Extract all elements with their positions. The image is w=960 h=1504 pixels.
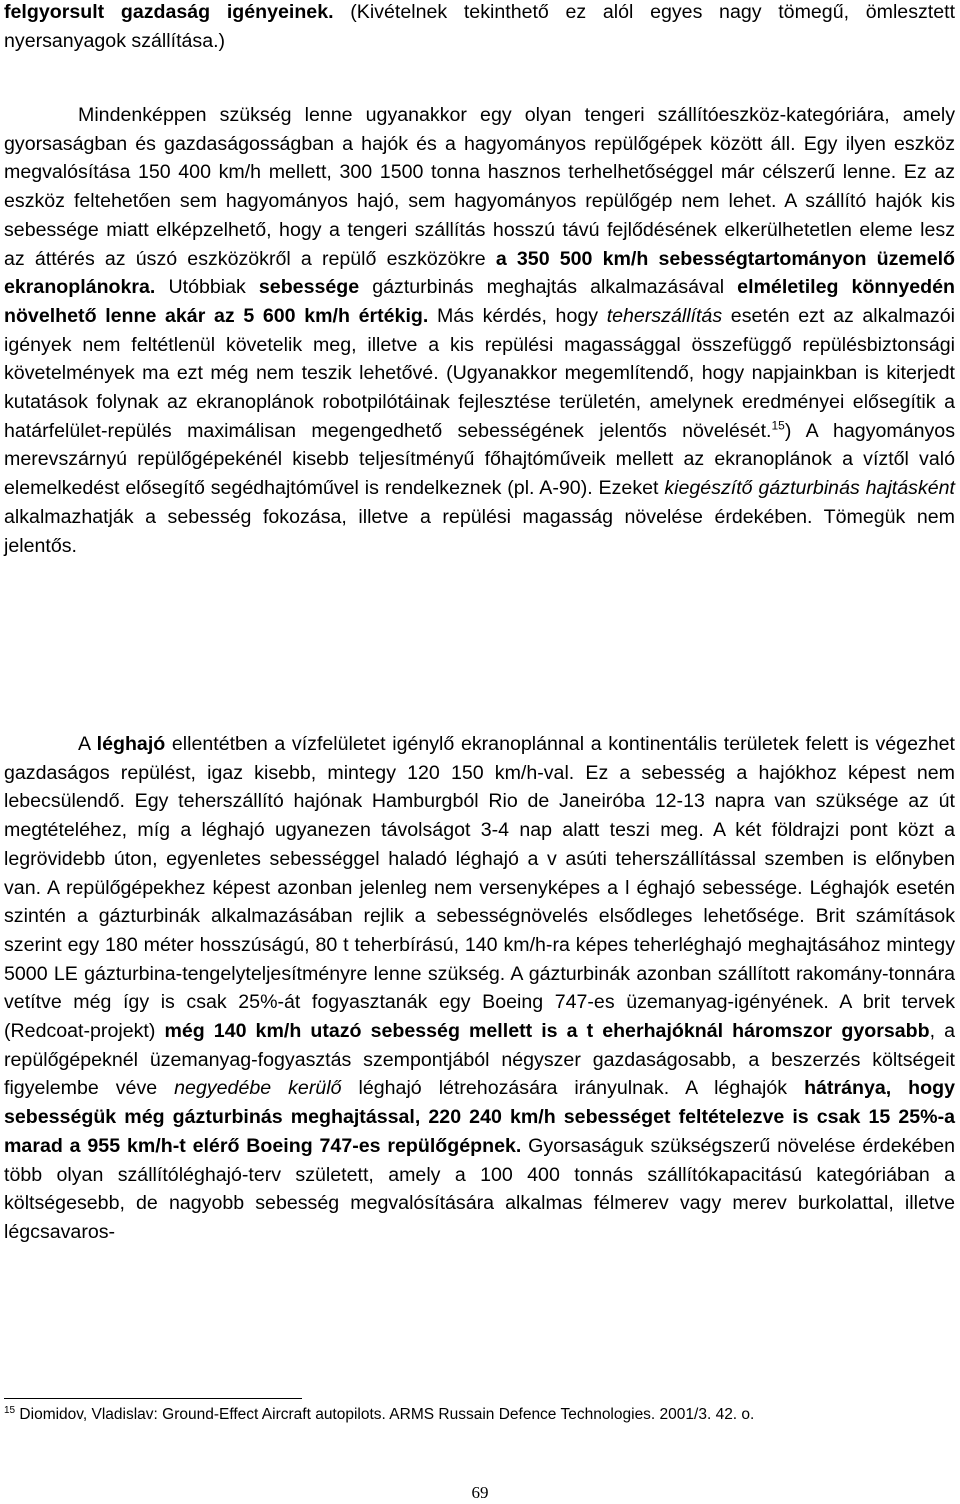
italic-text: kiegészítő gázturbinás hajtásként	[664, 477, 955, 500]
paragraph-airship	[4, 730, 955, 1247]
text-segment: (Kivételnek tekinthető ez alól egyes nagy tömegű, ömlesztett nyersanyagok szállítása.)	[4, 1, 956, 52]
italic-text: negyedébe kerülő	[174, 1077, 342, 1100]
text-segment: Gyorsaságuk szükségszerű növelése érdekében több olyan szállítóléghajó-terv született, amely a 100 400 tonnás szállítókapacitású kategóriában a költségesebb, de nagyobb sebesség megvalósítására alkalmas félmerev vagy merev burkolattal, illetve légcsavaros-	[4, 1134, 955, 1243]
bold-text: elméletileg könnyedén növelhető lenne akár az 5 600 km/h értékig.	[4, 276, 955, 327]
bold-text: még 140 km/h utazó sebesség mellett is a t eherhajóknál háromszor gyorsabb	[164, 1020, 930, 1043]
footnote	[4, 1403, 944, 1427]
text-segment: esetén ezt az alkalmazói igények nem feltétlenül követelik meg, illetve a kis repülési magassággal összefüggő repülésbiztonsági követelmények ma ezt még nem teszik lehetővé. (Ugyanakkor megemlítendő, hogy napjainkban is kiterjedt kutatások folynak az ekranoplánok robotpilótáinak fejlesztése területén, amelynek eredményei elősegítik a határfelület-repülés maximálisan megengedhető sebességének jelentős növelését.	[4, 304, 955, 442]
paragraph-continuation	[4, 0, 955, 55]
footnote-separator	[4, 1398, 302, 1399]
text-segment: léghajó létrehozására irányulnak. A léghajók	[341, 1077, 805, 1100]
bold-text: léghajó	[96, 733, 166, 755]
footnote-text: Diomidov, Vladislav: Ground-Effect Aircraft autopilots. ARMS Russain Defence Technologies. 2001/3. 42. o.	[15, 1406, 755, 1423]
italic-text: teherszállítás	[606, 304, 723, 327]
footnote-number: 15	[4, 1404, 16, 1416]
bold-text: sebessége	[258, 276, 360, 299]
text-segment: Utóbbiak	[155, 276, 259, 299]
text-segment: A	[78, 733, 97, 755]
bold-text: hátránya, hogy sebességük még gázturbinás meghajtással, 220 240 km/h sebességet feltételezve is csak 15 25%-a marad a 955 km/h-t elérő Boeing 747-es repülőgépnek.	[4, 1077, 955, 1157]
text-segment: alkalmazhatják a sebesség fokozása, illetve a repülési magasság növelése érdekében. Tömegük nem jelentős.	[4, 505, 955, 557]
text-segment: , a repülőgépeknél üzemanyag-fogyasztás szempontjából négyszer gazdaságosabb, a beszerzés költségeit figyelembe véve	[4, 1020, 955, 1100]
bold-text: felgyorsult gazdaság igényeinek.	[4, 1, 334, 23]
text-segment: ) A hagyományos merevszárnyú repülőgépekénél kisebb teljesítményű főhajtóműveik mellett az ekranoplánok a víztől való elemelkedést elősegítő segédhajtóművel is rendelkeznek (pl. A-90). Ezeket	[4, 419, 956, 500]
text-segment: Más kérdés, hogy	[428, 304, 607, 327]
page-number: 69	[471, 1483, 489, 1502]
paragraph-ekranoplan	[4, 101, 955, 560]
text-segment: gázturbinás meghajtás alkalmazásával	[359, 276, 738, 299]
footnote-reference: 15	[771, 418, 785, 433]
bold-text: a 350 500 km/h sebességtartományon üzemelő ekranoplánokra.	[4, 247, 956, 299]
text-segment: Mindenképpen szükség lenne ugyanakkor egy olyan tengeri szállítóeszköz-kategóriára, amely gyorsaságban és gazdaságosságban a hajók és a hagyományos repülőgépek között áll. Egy ilyen eszköz megvalósítása 150 400 km/h mellett, 300 1500 tonna hasznos terhelhetőséggel már célszerű lenne. Ez az eszköz feltehetően sem hagyományos hajó, sem hagyományos repülőgép nem lehet. A szállító hajók kis sebessége miatt elképzelhető, hogy a tengeri szállítás hosszú távú fejlődésének elkerülhetetlen eleme lesz az áttérés az úszó eszközökről a repülő eszközökre	[4, 104, 955, 270]
text-segment: ellentétben a vízfelületet igénylő ekranoplánnal a kontinentális területek felett is végezhet gazdaságos repülést, igaz kisebb, mintegy 120 150 km/h-val. Ez a sebesség a hajókhoz képest nem lebecsülendő. Egy teherszállító hajónak Hamburgból Rio de Janeiróba 12-13 napra van szüksége az út megtételéhez, míg a léghajó ugyanezen távolságot 3-4 nap alatt teszi meg. A két földrajzi pont közt a legrövidebb úton, egyenletes sebességgel haladó léghajó a v asúti teherszállítással szemben is előnyben van. A repülőgépekhez képest azonban jelenleg nem versenyképes a l éghajó sebessége. Léghajók esetén szintén a gázturbinák alkalmazásában rejlik a sebességnövelés elsődleges lehetősége. Brit számítások szerint egy 180 méter hosszúságú, 80 t teherbírású, 140 km/h-ra képes teherléghajó meghajtásához mintegy 5000 LE gázturbina-tengelyteljesítményre lenne szükség. A gázturbinák azonban szállított rakomány-tonnára vetítve még így is csak 25%-át fogyasztanák egy Boeing 747-es üzemanyag-igényének. A brit tervek (Redcoat-projekt)	[4, 733, 956, 1043]
